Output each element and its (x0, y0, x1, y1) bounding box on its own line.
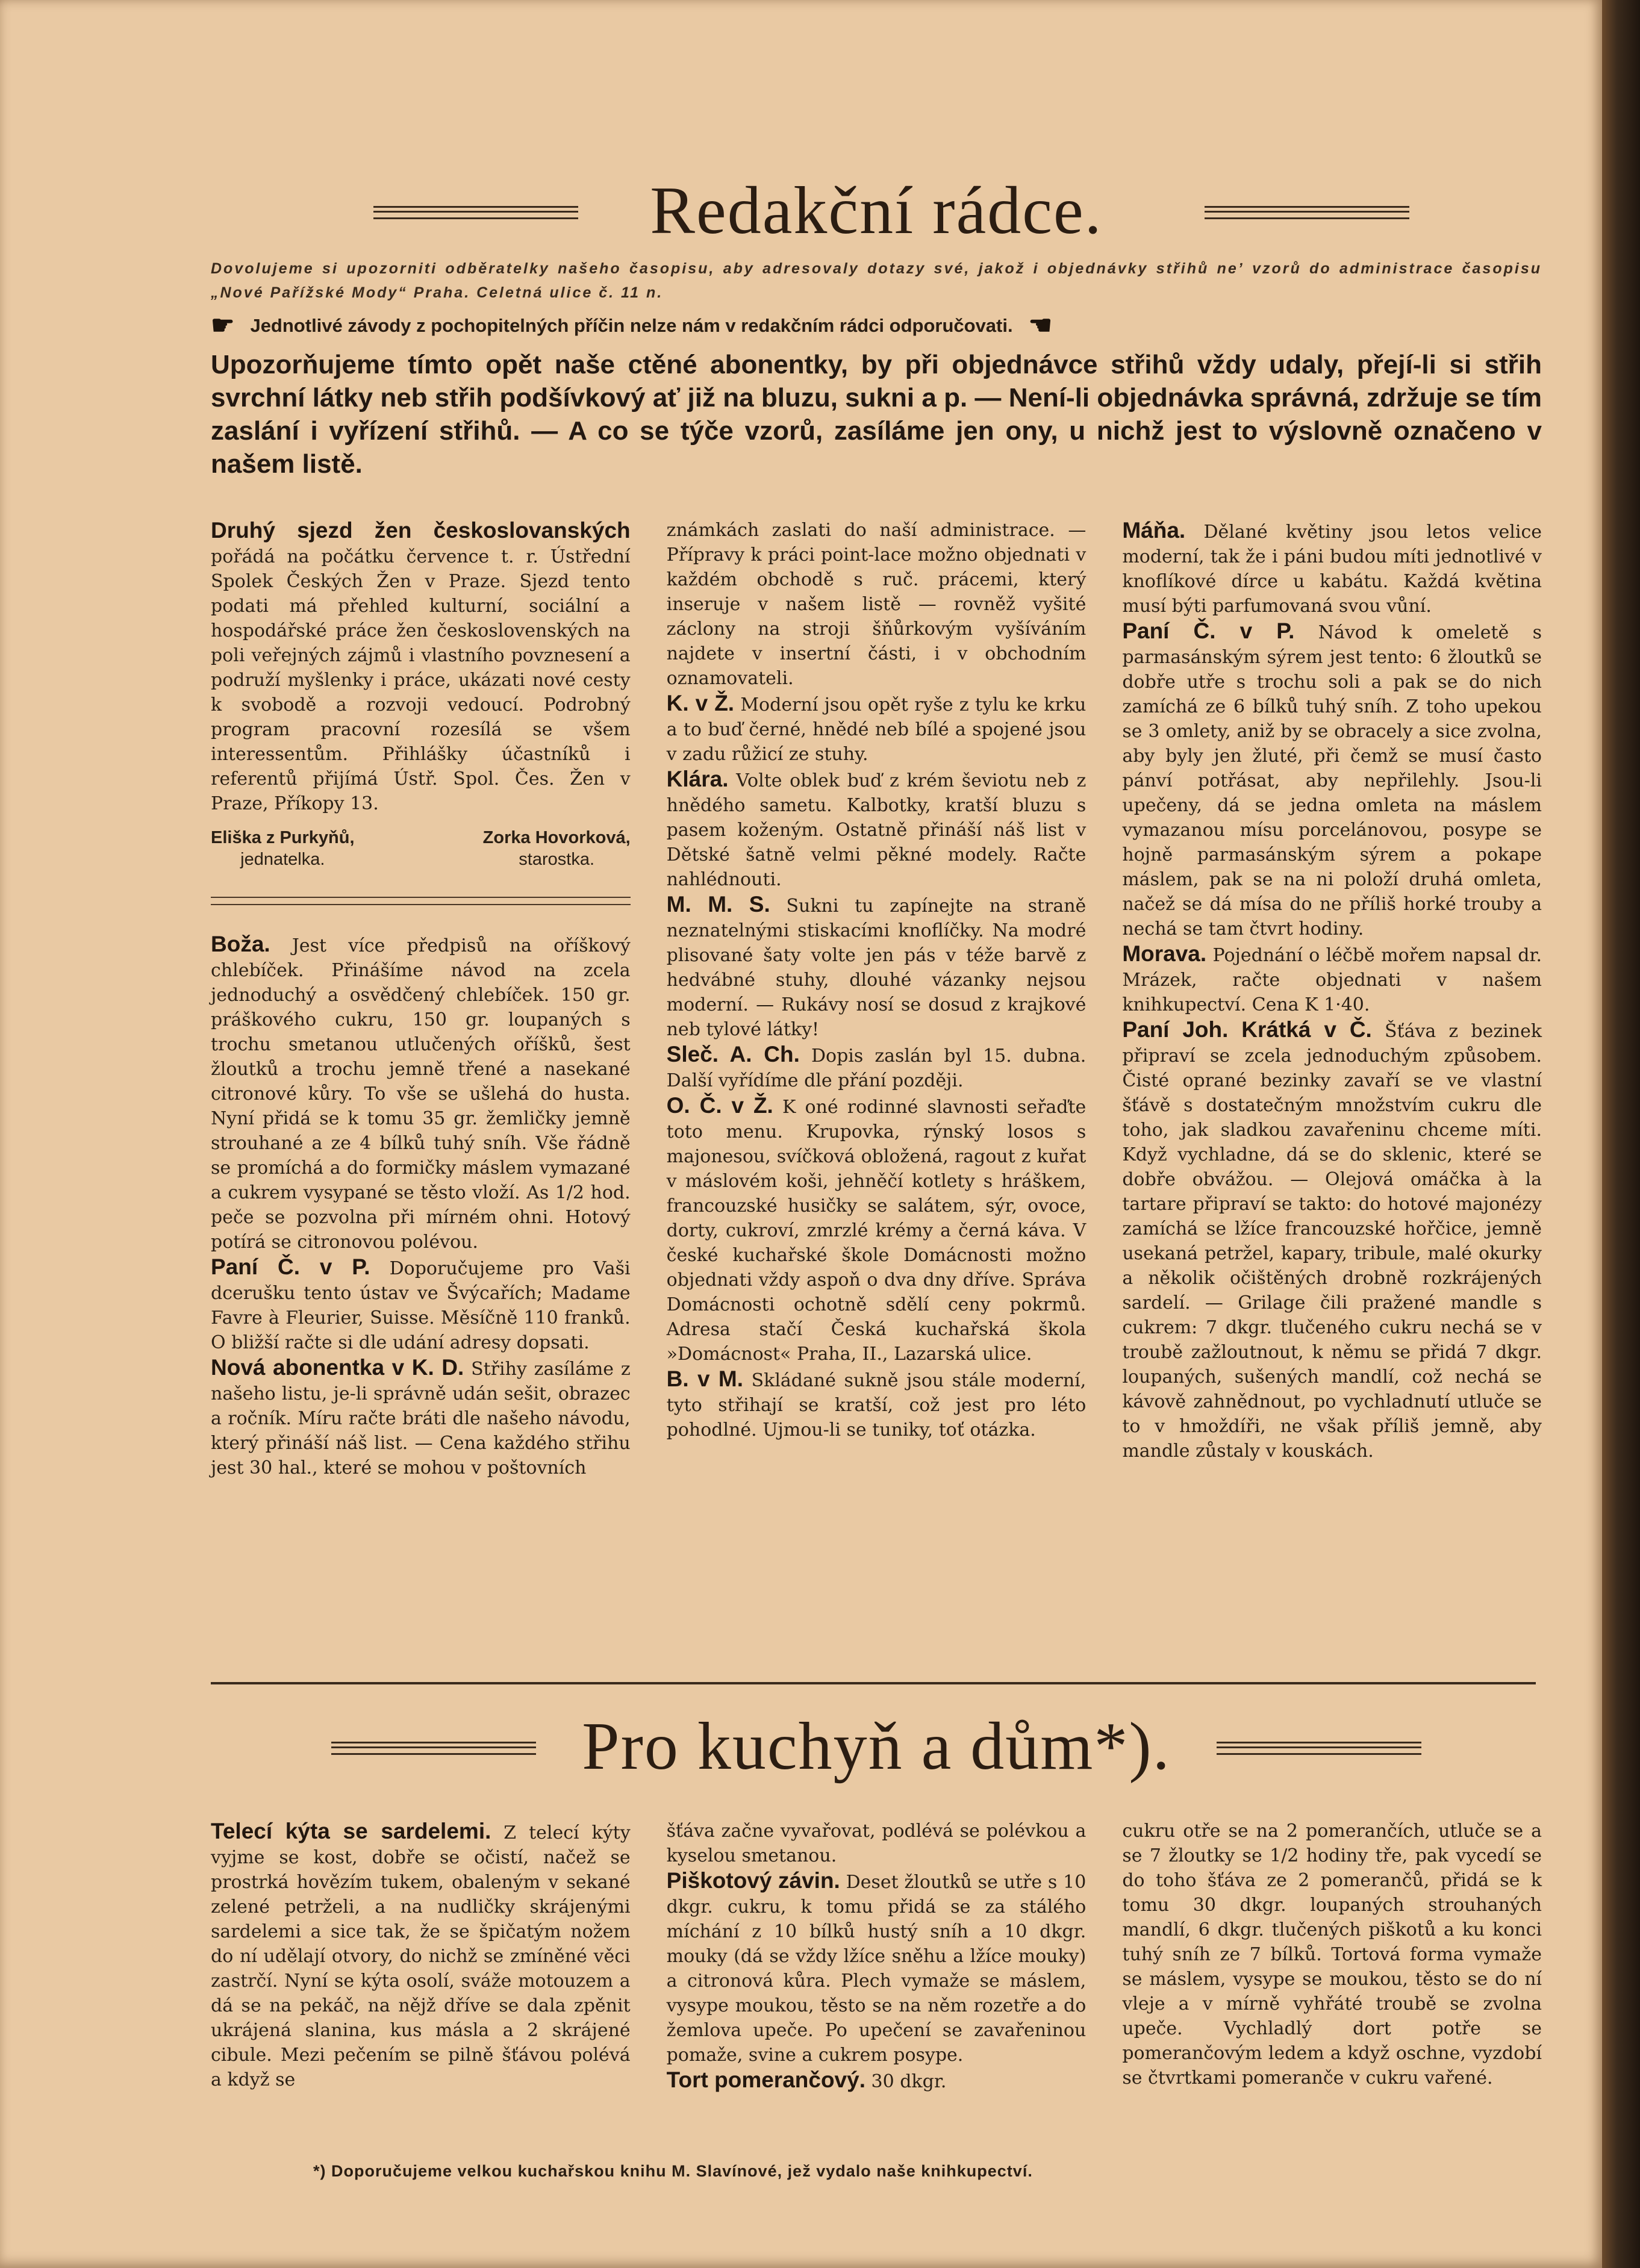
kitchen-column-2 (667, 1819, 1087, 2094)
answer-name: O. Č. v Ž. (666, 1093, 773, 1118)
intro-text: Dovolujeme si upozorniti odběratelky našeho časopisu, aby adresovaly dotazy své, jakož i objednávky střihů neʼ vzorů do administrace časopisu „Nové Pařížské Mody“ Praha. Celetná ulice č. 11 n. (211, 260, 1542, 301)
answer-item (667, 1042, 1087, 1093)
recipe-text: cukru otře se na 2 pomerančích, utluče se a se 7 žloutky se 1/2 hodiny tře, pak vycedí se do toho šťáva ze 2 pomerančů, přidá se k tomu 30 dkgr. loupaných strouhaných mandlí, 6 dkgr. tlučených piškotů a ku konci tuhý sníh ze 7 bílků. Tortová forma vymaže se máslem, vysype se moukou, těsto se do ní vleje a v mírně vyhřáté troubě se zvolna upeče. Vychladlý dort potře se pomerančovým ledem a když oschne, vyzdobí se čtvrtkami pomeranče v cukru vařené. (1122, 1821, 1542, 2089)
answer-name: Boža. (211, 932, 270, 956)
answer-name: Nová abonentka v K. D. (211, 1355, 464, 1380)
answer-item (211, 518, 631, 816)
kitchen-columns (211, 1819, 1542, 2094)
recipe-item (211, 1819, 631, 2092)
answer-text: Skládané sukně jsou stále moderní, tyto střihají se kratší, což jest pro léto pohodlné. Ujmou-li se tuniky, toť otázka. (666, 1370, 1087, 1441)
answer-text: Střihy zasíláme z našeho listu, je-li správně udán sešit, obrazec a ročník. Míru račte bráti dle našeho návodu, který přináší náš list. — Cena každého střihu jest 30 hal., které se mohou v poštovních (211, 1359, 631, 1478)
notice-text: Upozorňujeme tímto opět naše ctěné abonentky, by při objednávce střihů vždy udaly, přejí-li si střih svrchní látky neb střih podšívkový ať již na bluzu, sukni a p. — Není-li objednávka správná, zdržuje se tím zaslání i vyřízení střihů. — A co se týče vzorů, zasíláme jen ony, u nichž jest to výslovně označeno v našem listě. (211, 350, 1542, 479)
answer-name: Paní Joh. Krátká v Č. (1122, 1017, 1372, 1042)
answer-name: Sleč. A. Ch. (666, 1042, 800, 1067)
signature-name: Zorka Hovorková, (482, 828, 631, 847)
answer-item (211, 1254, 631, 1355)
divider (211, 897, 631, 905)
answer-name: Paní Č. v P. (1122, 618, 1295, 643)
kitchen-title-text: Pro kuchyň a dům (582, 1709, 1094, 1784)
answer-text: pořádá na počátku července t. r. Ústřední Spolek Českých Žen v Praze. Sjezd tento podati má přehled kulturní, sociální a hospodářské práce žen československých na poli veřejných zájmů i vlastního povznesení a podruží myšlenky i práce, ukázati nové cesty k svobodě a rozvoji vedoucí. Podrobný program pracovní rozesílá se všem interessentům. Přihlášky účastníků i referentů přijímá Ústř. Spol. Čes. Žen v Praze, Příkopy 13. (211, 546, 631, 814)
recipe-name: Piškotový závin. (666, 1868, 840, 1893)
answers-column-3 (1122, 518, 1542, 1480)
answer-item (1122, 618, 1542, 941)
kitchen-column-3 (1122, 1819, 1542, 2094)
answer-name: Máňa. (1122, 518, 1186, 543)
section-header (211, 169, 1542, 253)
warning-line (211, 312, 1542, 340)
recipe-text: Z telecí kýty vyjme se kost, dobře se očistí, načež se prostrká hovězím tukem, obaleným v sekané zelené petrželi, a na nudličky skrájenými sardelemi a sice tak, že se špičatým nožem do ní udělají otvory, do nichž se zmíněné věci zastrčí. Nyní se kýta osolí, sváže motouzem a dá se na pekáč, na nějž dříve se dala zpěnit ukrájená slanina, kus másla a 2 skrájené cibule. Mezi pečením se pilně šťávou polévá a když se (211, 1822, 631, 2090)
recipe-text: 30 dkgr. (865, 2071, 947, 2092)
recipe-text: šťáva začne vyvařovat, podlévá se polévkou a kyselou smetanou. (666, 1821, 1087, 1866)
signature-left (211, 827, 355, 870)
answers-column-2 (667, 518, 1087, 1480)
section-divider (211, 1682, 1536, 1684)
answer-item (667, 691, 1087, 767)
signatures (211, 827, 631, 870)
signature-role: starostka. (519, 850, 595, 869)
signature-name: Eliška z Purkyňů, (211, 828, 355, 847)
answer-item (667, 1366, 1087, 1442)
pointing-hand-icon: ☚ (1028, 311, 1053, 340)
kitchen-column-1 (211, 1819, 631, 2094)
answer-text: Moderní jsou opět ryše z tylu ke krku a to buď černé, hnědé neb bílé a spojené jsou v zadu růžicí ze stuhy. (666, 694, 1087, 765)
page-edge (1602, 0, 1640, 2268)
answer-text: Dělané květiny jsou letos velice moderní, tak že i páni budou míti jednotlivé v knoflíkové dírce u kabátu. Každá květina musí býti parfumovaná svou vůní. (1122, 522, 1542, 617)
answer-item (667, 767, 1087, 892)
answer-item (1122, 518, 1542, 618)
answer-name: M. M. S. (666, 892, 770, 917)
answer-name: Paní Č. v P. (211, 1254, 370, 1279)
recipe-item (667, 1868, 1087, 2067)
answer-item (1122, 1017, 1542, 1463)
answer-text: Šťáva z bezinek připraví se zcela jednoduchým způsobem. Čisté oprané bezinky zavaří se ve vlastní šťávě s dostatečným množstvím cukru dle toho, jak sladkou zavařeninu chceme míti. Když vychladne, dá se do sklenic, které se dobře obvážou. — Olejová omáčka à la tartare připraví se takto: do hotové majonézy zamíchá se lžíce francouzské hořčice, jemně usekaná petržel, kapary, tribule, malé okurky a několik očištěných drobně rozkrájených sardelí. — Grilage čili pražené mandle s cukrem: 7 dkgr. tlučeného cukru nechá se v troubě zažloutnout, k němu se přidá 7 dkgr. loupaných, sušených mandlí, což nechá se kávově zahnědnout, po vychladnutí utluče se to v hmoždíři, ne však příliš jemně, aby mandle zůstaly v kouskách. (1122, 1021, 1542, 1462)
recipe-name: Tort pomerančový. (666, 2067, 865, 2092)
recipe-text: Deset žloutků se utře s 10 dkgr. cukru, k tomu přidá se za stálého míchání z 10 bílků hustý sníh a 10 dkgr. mouky (dá se vždy lžíce sněhu a lžíce mouky) a citronová kůra. Plech vymaže se máslem, vysype moukou, těsto se na něm rozetře a do žemlova upeče. Po upečení se zavařeninou pomaže, svine a cukrem posype. (666, 1872, 1087, 2066)
answer-name: Morava. (1122, 941, 1207, 966)
kitchen-section (211, 1704, 1542, 2094)
ornament-rule-right (1205, 206, 1409, 219)
kitchen-header (211, 1704, 1542, 1789)
recipe-item (667, 2067, 1087, 2094)
editorial-section (211, 169, 1542, 1480)
answer-item (211, 932, 631, 1254)
answer-text: K oné rodinné slavnosti seřaďte toto menu. Krupovka, rýnský losos s majonesou, svíčková obložená, ragout z kuřat v máslovém koši, jehněčí kotlety s hráškem, francouzské husičky se salátem, sýr, ovoce, dorty, cukroví, zmrzlé krémy a černá káva. V české kuchařské škole Domácnosti možno objednati vždy aspoň o dva dny dříve. Správa Domácnosti ochotně sdělí ceny pokrmů. Adresa stačí Česká kuchařská škola »Domácnost« Praha, II., Lazarská ulice. (666, 1097, 1087, 1365)
answer-name: Klára. (666, 767, 729, 791)
answer-item (667, 892, 1087, 1042)
signature-right (483, 827, 631, 870)
footnote: *) Doporučujeme velkou kuchařskou knihu M. Slavínové, jež vydalo naše knihkupectví. (313, 2162, 1033, 2180)
answer-item (667, 1093, 1087, 1366)
answers-columns (211, 518, 1542, 1480)
answer-name: B. v M. (666, 1366, 743, 1391)
answer-item (211, 1355, 631, 1480)
answer-name: Druhý sjezd žen českoslovanských (211, 518, 631, 543)
pointing-hand-icon: ☛ (211, 311, 235, 340)
answer-item (1122, 941, 1542, 1017)
section-title: Redakční rádce. (650, 173, 1103, 248)
answer-text: známkách zaslati do naší administrace. — Přípravy k práci point-lace možno objednati v každém obchodě s ruč. prácemi, který inseruje v našem listě — rovněž vyšité záclony na stroji šňůrkovým vyšíváním najdete v insertní části, i v obchodním oznamovateli. (666, 520, 1087, 689)
warning-text: Jednotlivé závody z pochopitelných příčin nelze nám v redakčním rádci odporučovati. (250, 315, 1013, 336)
signature-role: jednatelka. (240, 850, 325, 869)
recipe-name: Telecí kýta se sardelemi. (211, 1819, 491, 1843)
answer-text: Návod k omeletě s parmasánským sýrem jest tento: 6 žloutků se dobře utře s trochu soli a pak se do nich zamíchá ze 6 bílků tuhý sníh. Z toho upekou se 3 omlety, aniž by se obracely a sice zvolna, aby byly jen žluté, při čemž se musí často pánví potřásat, aby nepřilehly. Jsou-li upečeny, dá se jedna omleta na máslem vymazanou mísu porcelánovou, posype se hojně parmasánským sýrem a pokape máslem, pak se na ni položí druhá omleta, načež se dá mísa do ne příliš horké trouby a nechá se tam čtvrt hodiny. (1122, 622, 1542, 939)
answer-text: Volte oblek buď z krém ševiotu neb z hnědého sametu. Kalbotky, kratší bluzu s pasem koženým. Ostatně přináší náš list v Dětské šatně velmi pěkné modely. Račte nahlédnouti. (666, 770, 1087, 890)
ornament-rule-left (373, 206, 578, 219)
answer-text: Jest více předpisů na oříškový chlebíček. Přinášíme návod na zcela jednoduchý a osvědčený chlebíček. 150 gr. práškového cukru, 150 gr. loupaných s trochu smetanou utlučených oříšků, šest žloutků a trochu jemně třené a nasekané citronové kůry. To vše se ušlehá do husta. Nyní přidá se k tomu 35 gr. žemličky jemně strouhané a ze 4 bílků tuhý sníh. Vše řádně se promíchá a do formičky máslem vymazané a cukrem vysypané se těsto vloží. As 1/2 hod. peče se pozvolna při mírném ohni. Hotový potírá se citronovou polévou. (211, 935, 631, 1253)
answers-column-1 (211, 518, 631, 1480)
answer-text: Pojednání o léčbě mořem napsal dr. Mrázek, račte objednati v našem knihkupectví. Cena K 1·40. (1122, 945, 1542, 1015)
answer-name: K. v Ž. (666, 691, 735, 715)
footnote-mark: *). (1094, 1709, 1171, 1784)
kitchen-title (582, 1708, 1170, 1786)
ornament-rule-right (1217, 1742, 1421, 1755)
ornament-rule-left (331, 1742, 536, 1755)
answer-text: Dopis zaslán byl 15. dubna. Další vyřídíme dle přání později. (666, 1045, 1087, 1091)
answer-text: Sukni tu zapínejte na straně neznatelnými stiskacími knoflíčky. Na modré plisované šaty volte jen pás v téže barvě z hedvábné stuhy, dlouhé vázanky nejsou moderní. — Rukávy nosí se dosud z krajkové neb tylové látky! (666, 896, 1087, 1040)
answer-text: Doporučujeme pro Vaši dcerušku tento ústav ve Švýcařích; Madame Favre à Fleurier, Suisse. Měsíčně 110 franků. O bližší račte si dle udání adresy dopsati. (211, 1258, 631, 1353)
